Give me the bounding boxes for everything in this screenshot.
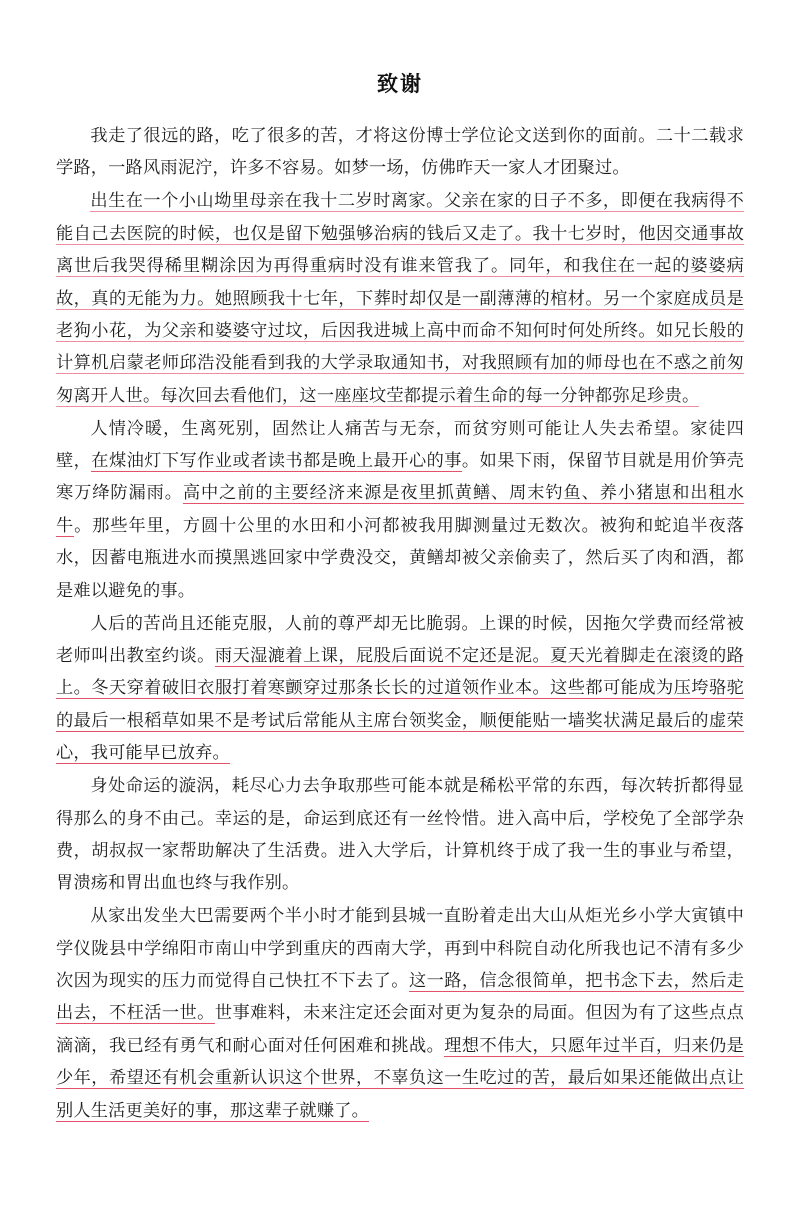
paragraph-5: [56, 770, 744, 900]
text-segment: 。如果下雨，保留节目就是用价笋壳寒万绛防漏雨。: [56, 451, 745, 503]
text-segment: 人情冷暖，生离死别，固然让人痛苦与无奈，而贫穷则可能让人失去希望。家徒四壁，: [56, 418, 744, 471]
text-segment: 世事难料，未来注定还会面对更为复杂的局面。但因为有了这些点点滴滴，我已经有勇气和耐心面对任何困难和挑战。: [56, 1003, 744, 1055]
text-segment: 人后的苦尚且还能克服，人前的尊严却无比脆弱。上课的时候，因拖欠学费而经常被老师叫出教室约谈。: [56, 613, 744, 665]
page-title: 致谢: [377, 72, 423, 96]
text-segment: 雨天湿漉着上课，屁股后面说不定还是泥。夏天光着脚走在滚烫的路上。冬天穿着破旧衣服打着寒颤穿过那条长长的过道领作业本。这些都可能成为压垮骆驼的最后一根稻草如果不是考试后常能从主席台领奖金，顺便能贴一墙奖状满足最后的虚荣心，我可能早已放弃。: [56, 646, 744, 763]
paragraph-6: [56, 900, 744, 1127]
paragraph-1: [56, 120, 744, 185]
text-segment: 在煤油灯下写作业或者读书都是晚上最开心的事: [91, 451, 462, 471]
paragraph-3: [56, 413, 744, 607]
text-segment: 高中之前的主要经济来源是夜里抓黄鳝、周末钓鱼、养小猪崽和出租水牛: [56, 483, 744, 535]
paragraph-4: [56, 608, 744, 770]
text-segment: 我走了很远的路，吃了很多的苦，才将这份博士学位论文送到你的面前。二十二载求学路，一路风雨泥泞，许多不容易。如梦一场，仿佛昨天一家人才团聚过。: [56, 126, 744, 178]
acknowledgement-body: [56, 120, 744, 1127]
paragraph-2: [56, 185, 744, 412]
text-segment: 出生在一个小山坳里母亲在我十二岁时离家。父亲在家的日子不多，即便在我病得不能自己去医院的时候，也仅是留下勉强够治病的钱后又走了。我十七岁时，他因交通事故离世后我哭得稀里糊涂因为再得重病时没有谁来管我了。同年，和我住在一起的婆婆病故，真的无能为力。她照顾我十七年，下葬时却仅是一副薄薄的棺材。另一个家庭成员是老狗小花，为父亲和婆婆守过坟，后因我进城上高中而命不知何时何处所终。如兄长般的计算机启蒙老师邱浩没能看到我的大学录取通知书，对我照顾有加的师母也在不惑之前匆匆离开人世。每次回去看他们，这一座座坟茔都提示着生命的每一分钟都弥足珍贵。: [56, 191, 744, 405]
text-segment: 从家出发坐大巴需要两个半小时才能到县城一直盼着走出大山从炬光乡小学大寅镇中学仪陇县中学绵阳市南山中学到重庆的西南大学，再到中科院自动化所我也记不清有多少次因为现实的压力而觉得自己快扛不下去了。: [56, 906, 744, 991]
text-segment: 这一路，信念很简单，把书念下去，然后走出去，不枉活一世。: [56, 971, 744, 1023]
text-segment: 。那些年里，方圆十公里的水田和小河都被我用脚测量过无数次。被狗和蛇追半夜落水，因蓄电瓶进水而摸黑逃回家中学费没交，黄鳝却被父亲偷卖了，然后买了肉和酒，都是难以避免的事。: [56, 515, 744, 600]
text-segment: 身处命运的漩涡，耗尽心力去争取那些可能本就是稀松平常的东西，每次转折都得显得那么的身不由己。幸运的是，命运到底还有一丝怜惜。进入高中后，学校免了全部学杂费，胡叔叔一家帮助解决了生活费。进入大学后，计算机终于成了我一生的事业与希望，胃溃疡和胃出血也终与我作别。: [56, 776, 744, 893]
text-segment: 理想不伟大，只愿年过半百，归来仍是少年，希望还有机会重新认识这个世界，不辜负这一生吃过的苦，最后如果还能做出点让别人生活更美好的事，那这辈子就赚了。: [56, 1035, 744, 1120]
